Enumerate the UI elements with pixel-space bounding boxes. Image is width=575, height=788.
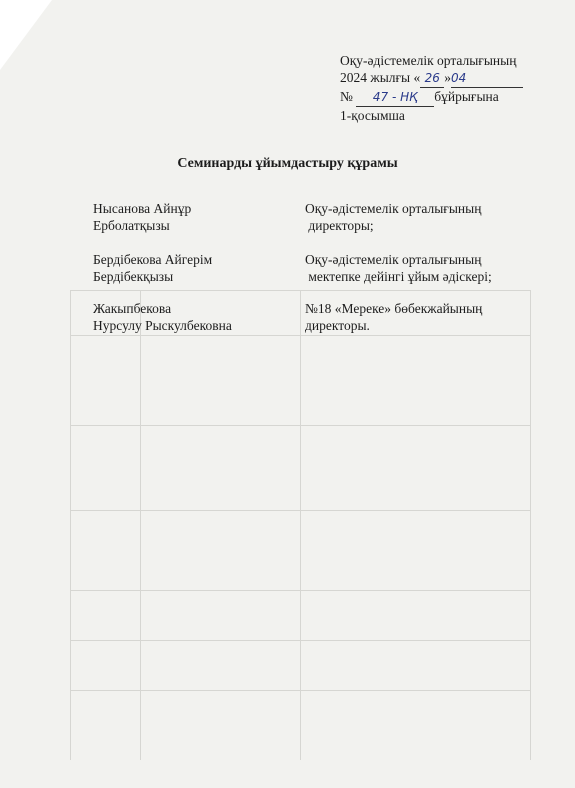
handwritten-month: 04 (451, 70, 523, 88)
member-name (93, 300, 283, 334)
bleed-line (530, 290, 531, 760)
member-name-line: Бердібекқызы (93, 269, 174, 284)
year-prefix: 2024 жылғы « (340, 70, 421, 85)
member-role (305, 300, 525, 334)
member-role-line: директоры. (305, 318, 370, 333)
member-role-line: Оқу-әдістемелік орталығының (305, 201, 482, 216)
member-name-line: Нысанова Айнұр (93, 201, 192, 216)
document-title: Семинарды ұйымдастыру құрамы (177, 156, 398, 171)
member-name (93, 251, 283, 285)
order-suffix: бұйрығына (434, 89, 499, 104)
member-name-line: Жакыпбекова (93, 301, 172, 316)
member-role-line: Оқу-әдістемелік орталығының (305, 252, 482, 267)
bleed-line (300, 290, 301, 760)
member-name-line: Ерболатқызы (93, 218, 170, 233)
member-role (305, 200, 525, 234)
header-number-line (340, 88, 550, 107)
bleed-line (140, 290, 141, 760)
appendix-label: 1-қосымша (340, 108, 405, 123)
member-role (305, 251, 525, 285)
member-role-line: №18 «Мереке» бөбекжайының (305, 301, 483, 316)
header-line-1: Оқу-әдістемелік орталығының (340, 53, 517, 68)
handwritten-order-number: 47 - НҚ (356, 89, 434, 107)
bleed-line (70, 290, 71, 760)
member-name (93, 200, 283, 234)
folded-corner (0, 0, 52, 70)
member-name-line: Бердібекова Айгерім (93, 252, 213, 267)
header-date-line (340, 69, 550, 88)
member-role-line: директоры; (305, 218, 374, 233)
handwritten-day: 26 (420, 70, 444, 88)
member-name-line: Нурсулу Рыскулбековна (93, 318, 232, 333)
number-prefix: № (340, 89, 353, 104)
quote-close: » (444, 70, 451, 85)
order-header (340, 52, 550, 124)
member-role-line: мектепке дейінгі ұйым әдіскері; (305, 269, 492, 284)
